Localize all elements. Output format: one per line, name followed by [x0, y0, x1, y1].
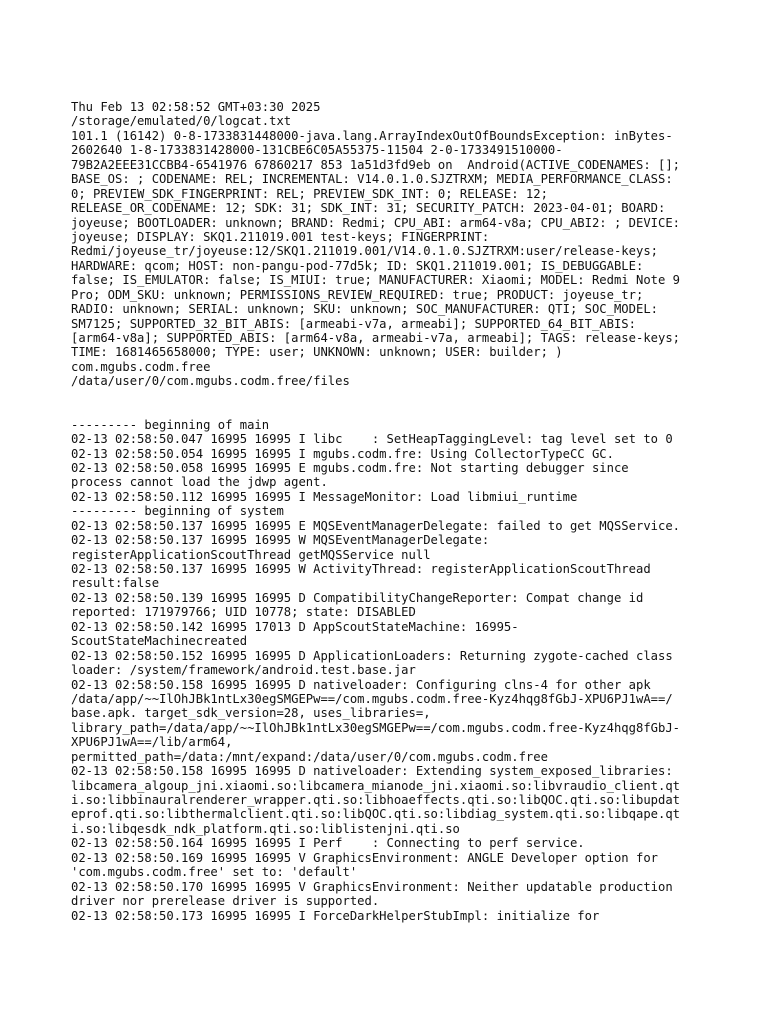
log-line: i.so:libbinauralrenderer_wrapper.qti.so:libhoaeffects.qti.so:libQOC.qti.so:libupdat	[71, 793, 681, 807]
log-line: 02-13 02:58:50.152 16995 16995 D ApplicationLoaders: Returning zygote-cached class	[71, 648, 673, 663]
log-line: BASE_OS: ; CODENAME: REL; INCREMENTAL: V14.0.1.0.SJZTRXM; MEDIA_PERFORMANCE_CLASS:	[71, 172, 673, 187]
log-line: 2602640 1-8-1733831428000-131CBE6C05A55375-11504 2-0-1733491510000-	[71, 143, 563, 158]
log-document	[71, 100, 731, 923]
log-line: Redmi/joyeuse_tr/joyeuse:12/SKQ1.211019.001/V14.0.1.0.SJZTRXM:user/release-keys;	[71, 244, 658, 259]
log-line: permitted_path=/data:/mnt/expand:/data/user/0/com.mgubs.codm.free	[71, 749, 548, 764]
log-line: TIME: 1681465658000; TYPE: user; UNKNOWN: unknown; USER: builder; )	[71, 345, 563, 360]
log-line: XPU6PJ1wA==/lib/arm64,	[71, 735, 233, 750]
log-line: /storage/emulated/0/logcat.txt	[71, 114, 292, 129]
log-line: 02-13 02:58:50.058 16995 16995 E mgubs.codm.fre: Not starting debugger since	[71, 460, 629, 475]
log-line: SM7125; SUPPORTED_32_BIT_ABIS: [armeabi-v7a, armeabi]; SUPPORTED_64_BIT_ABIS:	[71, 316, 636, 331]
log-line: joyeuse; BOOTLOADER: unknown; BRAND: Redmi; CPU_ABI: arm64-v8a; CPU_ABI2: ; DEVICE:	[71, 215, 681, 230]
log-line: 02-13 02:58:50.137 16995 16995 E MQSEventManagerDelegate: failed to get MQSService.	[71, 518, 681, 533]
log-line: 02-13 02:58:50.112 16995 16995 I MessageMonitor: Load libmiui_runtime	[71, 489, 578, 504]
log-line: 02-13 02:58:50.142 16995 17013 D AppScoutStateMachine: 16995-	[71, 619, 519, 634]
log-line: com.mgubs.codm.free	[71, 359, 211, 374]
log-line: 101.1 (16142) 0-8-1733831448000-java.lang.ArrayIndexOutOfBoundsException: inBytes-	[71, 128, 673, 143]
log-line: 02-13 02:58:50.137 16995 16995 W ActivityThread: registerApplicationScoutThread	[71, 562, 651, 576]
log-line: joyeuse; DISPLAY: SKQ1.211019.001 test-keys; FINGERPRINT:	[71, 229, 490, 244]
log-line: registerApplicationScoutThread getMQSService null	[71, 547, 431, 562]
log-line: 02-13 02:58:50.139 16995 16995 D CompatibilityChangeReporter: Compat change id	[71, 590, 644, 605]
log-line: /data/user/0/com.mgubs.codm.free/files	[71, 374, 350, 389]
log-line: --------- beginning of system	[71, 504, 284, 519]
log-line: Thu Feb 13 02:58:52 GMT+03:30 2025	[71, 100, 321, 114]
log-line	[71, 389, 731, 403]
log-line: libcamera_algoup_jni.xiaomi.so:libcamera_mianode_jni.xiaomi.so:libvraudio_client.qt	[71, 778, 681, 793]
log-line: 79B2A2EEE31CCBB4-6541976 67860217 853 1a51d3fd9eb on Android(ACTIVE_CODENAMES: [];	[71, 157, 681, 172]
log-line: 0; PREVIEW_SDK_FINGERPRINT: REL; PREVIEW_SDK_INT: 0; RELEASE: 12;	[71, 186, 548, 201]
log-line: 02-13 02:58:50.170 16995 16995 V GraphicsEnvironment: Neither updatable production	[71, 879, 673, 894]
log-line: process cannot load the jdwp agent.	[71, 475, 328, 490]
log-line: reported: 171979766; UID 10778; state: DISABLED	[71, 605, 416, 620]
log-line: i.so:libqesdk_ndk_platform.qti.so:liblistenjni.qti.so	[71, 821, 460, 836]
log-line: ScoutStateMachinecreated	[71, 634, 248, 649]
log-line: /data/app/~~IlOhJBk1ntLx30egSMGEPw==/com.mgubs.codm.free-Kyz4hqg8fGbJ-XPU6PJ1wA==/	[71, 691, 673, 706]
log-line: 02-13 02:58:50.054 16995 16995 I mgubs.codm.fre: Using CollectorTypeCC GC.	[71, 446, 614, 461]
log-line: 02-13 02:58:50.173 16995 16995 I ForceDarkHelperStubImpl: initialize for	[71, 908, 600, 923]
log-line: HARDWARE: qcom; HOST: non-pangu-pod-77d5k; ID: SKQ1.211019.001; IS_DEBUGGABLE:	[71, 258, 644, 273]
log-line: driver nor prerelease driver is supported.	[71, 894, 380, 909]
log-line: base.apk. target_sdk_version=28, uses_libraries=,	[71, 706, 431, 721]
log-line: 02-13 02:58:50.137 16995 16995 W MQSEventManagerDelegate:	[71, 533, 490, 548]
log-line: 02-13 02:58:50.164 16995 16995 I Perf : Connecting to perf service.	[71, 836, 585, 851]
log-line: loader: /system/framework/android.test.base.jar	[71, 663, 416, 678]
log-line: 02-13 02:58:50.158 16995 16995 D nativeloader: Extending system_exposed_libraries:	[71, 764, 673, 779]
log-line: false; IS_EMULATOR: false; IS_MIUI: true; MANUFACTURER: Xiaomi; MODEL: Redmi Note 9	[71, 273, 681, 288]
log-line: 'com.mgubs.codm.free' set to: 'default'	[71, 865, 358, 880]
log-line: library_path=/data/app/~~IlOhJBk1ntLx30egSMGEPw==/com.mgubs.codm.free-Kyz4hqg8fGbJ-	[71, 720, 681, 735]
log-line: RADIO: unknown; SERIAL: unknown; SKU: unknown; SOC_MANUFACTURER: QTI; SOC_MODEL:	[71, 302, 658, 317]
log-line: RELEASE_OR_CODENAME: 12; SDK: 31; SDK_INT: 31; SECURITY_PATCH: 2023-04-01; BOARD:	[71, 201, 666, 216]
log-line: eprof.qti.so:libthermalclient.qti.so:libQOC.qti.so:libdiag_system.qti.so:libqape.qt	[71, 807, 681, 822]
log-line: result:false	[71, 576, 160, 591]
log-line: 02-13 02:58:50.169 16995 16995 V GraphicsEnvironment: ANGLE Developer option for	[71, 850, 658, 865]
log-line: [arm64-v8a]; SUPPORTED_ABIS: [arm64-v8a, armeabi-v7a, armeabi]; TAGS: release-keys;	[71, 331, 681, 345]
log-line: Pro; ODM_SKU: unknown; PERMISSIONS_REVIEW_REQUIRED: true; PRODUCT: joyeuse_tr;	[71, 287, 644, 302]
log-line: --------- beginning of main	[71, 417, 270, 432]
log-line: 02-13 02:58:50.047 16995 16995 I libc : SetHeapTaggingLevel: tag level set to 0	[71, 432, 673, 447]
log-line	[71, 403, 731, 417]
log-line: 02-13 02:58:50.158 16995 16995 D nativeloader: Configuring clns-4 for other apk	[71, 677, 651, 692]
